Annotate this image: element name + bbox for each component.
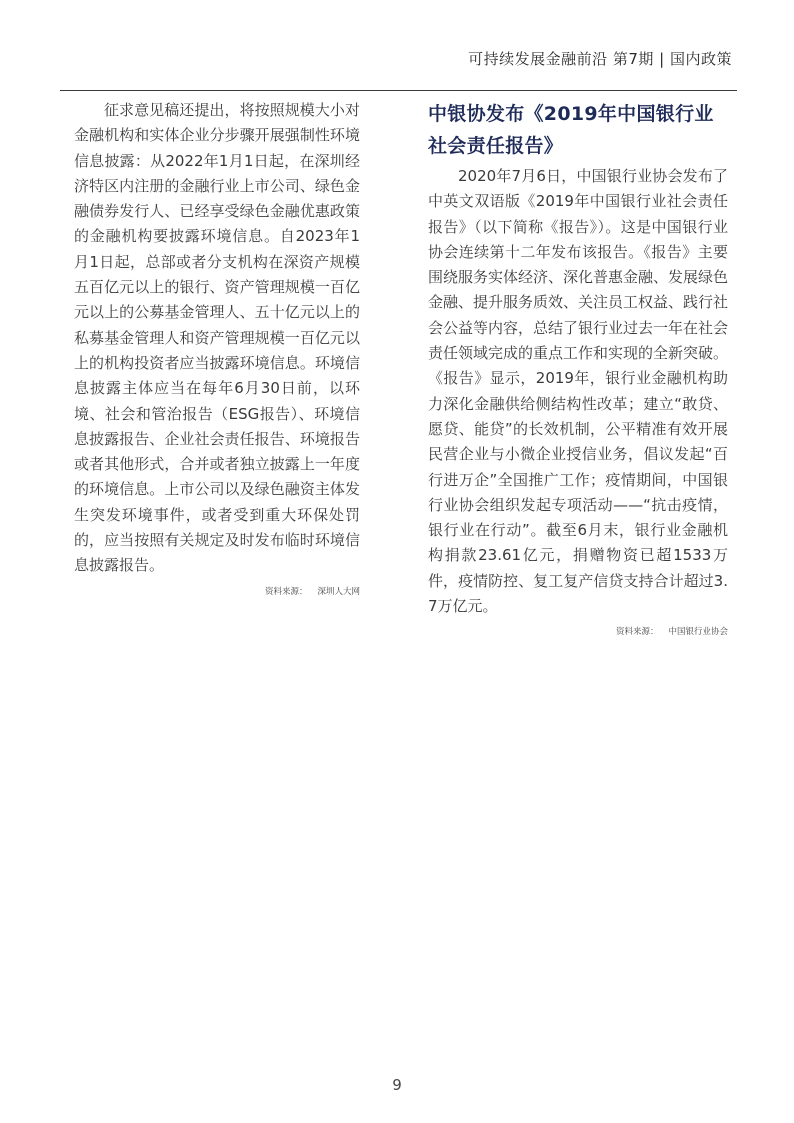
page-number: 9	[392, 1076, 402, 1094]
left-article-paragraph: 征求意见稿还提出，将按照规模大小对金融机构和实体企业分步骤开展强制性环境信息披露：从2022年1月1日起，在深圳经济特区内注册的金融行业上市公司、绿色金融债券发行人、已经享受绿色金融优惠政策的金融机构要披露环境信息。自2023年1月1日起，总部或者分支机构在深资产规模五百亿元以上的银行、资产管理规模一百亿元以上的公募基金管理人、五十亿元以上的私募基金管理人和资产管理规模一百亿元以上的机构投资者应当披露环境信息。环境信息披露主体应当在每年6月30日前，以环境、社会和管治报告（ESG报告）、环境信息披露报告、企业社会责任报告、环境报告或者其他形式，合并或者独立披露上一年度的环境信息。上市公司以及绿色融资主体发生突发环境事件，或者受到重大环保处罚的，应当按照有关规定及时发布临时环境信息披露报告。	[74, 101, 360, 575]
right-source-line	[428, 625, 728, 637]
right-column	[428, 98, 728, 637]
source-name: 深圳人大网	[317, 586, 360, 597]
article-title: 中银协发布《2019年中国银行业社会责任报告》	[428, 103, 714, 157]
source-label: 资料来源：	[615, 627, 659, 638]
right-article-paragraph: 2020年7月6日，中国银行业协会发布了中英文双语版《2019年中国银行业社会责任报告》（以下简称《报告》）。这是中国银行业协会连续第十二年发布该报告。《报告》主要围绕服务实体经济、深化普惠金融、发展绿色金融、提升服务质效、关注员工权益、践行社会公益等内容，总结了银行业过去一年在社会责任领域完成的重点工作和实现的全新突破。《报告》显示，2019年，银行业金融机构助力深化金融供给侧结构性改革；建立“敢贷、愿贷、能贷”的长效机制，公平精准有效开展民营企业与小微企业授信业务，倡议发起“百行进万企”全国推广工作；疫情期间，中国银行业协会组织发起专项活动——“抗击疫情，银行业在行动”。截至6月末，银行业金融机构捐款23.61亿元，捐赠物资已超1533万件，疫情防控、复工复产信贷支持合计超过3.7万亿元。	[428, 167, 729, 616]
header-divider	[60, 90, 737, 91]
left-source-line	[74, 585, 360, 597]
left-column	[74, 98, 360, 597]
source-name: 中国银行业协会	[668, 627, 728, 638]
running-header-title: 可持续发展金融前沿 第7期 | 国内政策	[468, 50, 732, 68]
source-label: 资料来源：	[264, 586, 308, 597]
